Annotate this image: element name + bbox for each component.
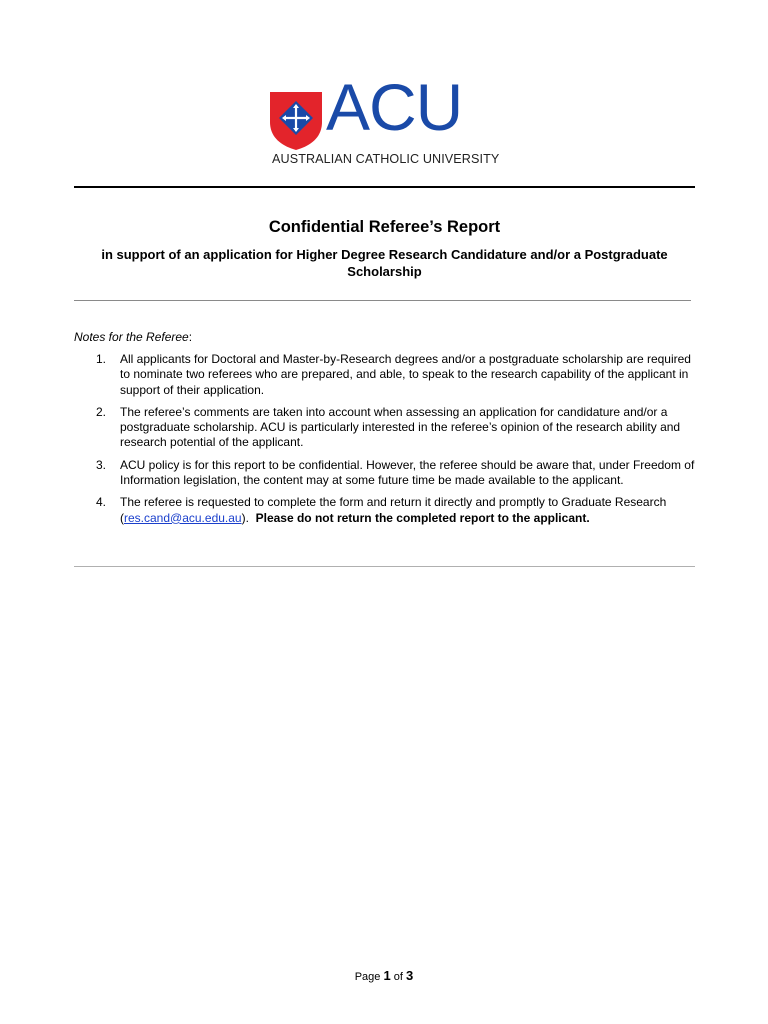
section-divider [74,300,691,301]
list-item-text: All applicants for Doctoral and Master-by-Research degrees and/or a postgraduate scholarship are required to nominate two referees who are prepared, and able, to speak to the research capability of the applicant in support of their application. [120,352,691,397]
list-item-text: The referee’s comments are taken into account when assessing an application for candidature and/or a postgraduate scholarship. ACU is particularly interested in the referee’s opinion of the research ability and research potential of the applicant. [120,404,681,450]
page-number: 1 [383,968,391,983]
of-label: of [393,971,403,983]
list-item [74,352,696,398]
list-item [74,458,696,489]
page-title: Confidential Referee’s Report [268,218,501,236]
list-item-number: 2. [96,404,107,419]
list-item [74,495,696,526]
notes-heading-text: Notes for the Referee [74,330,189,344]
notes-list [74,352,696,533]
page-footer [0,968,768,983]
page-subtitle: in support of an application for Higher Degree Research Candidature and/or a Postgraduate Scholarship [101,247,668,279]
list-item-number: 1. [96,352,107,366]
acu-logo [270,70,500,170]
bottom-divider [74,566,695,567]
top-divider [74,186,695,188]
list-item-text: ACU policy is for this report to be confidential. However, the referee should be aware that, under Freedom of Information legislation, the content may at some future time be made available to the applicant. [120,457,695,488]
list-item-number: 3. [96,457,107,472]
list-item-text-end: ). [241,510,249,525]
acu-wordmark: ACU [326,70,463,144]
notes-heading [74,330,192,344]
page-label: Page [354,971,381,983]
list-item [74,405,696,451]
email-link[interactable]: res.cand@acu.edu.au [124,510,242,525]
acu-shield-icon [270,92,322,150]
warning-text: Please do not return the completed report to the applicant. [255,510,590,525]
list-item-text: The referee is requested to complete the form and return it directly and promptly to Graduate Research ( [120,495,667,525]
total-pages: 3 [406,968,414,983]
university-name: AUSTRALIAN CATHOLIC UNIVERSITY [272,152,500,166]
notes-heading-colon: : [188,330,193,344]
list-item-number: 4. [96,495,107,510]
